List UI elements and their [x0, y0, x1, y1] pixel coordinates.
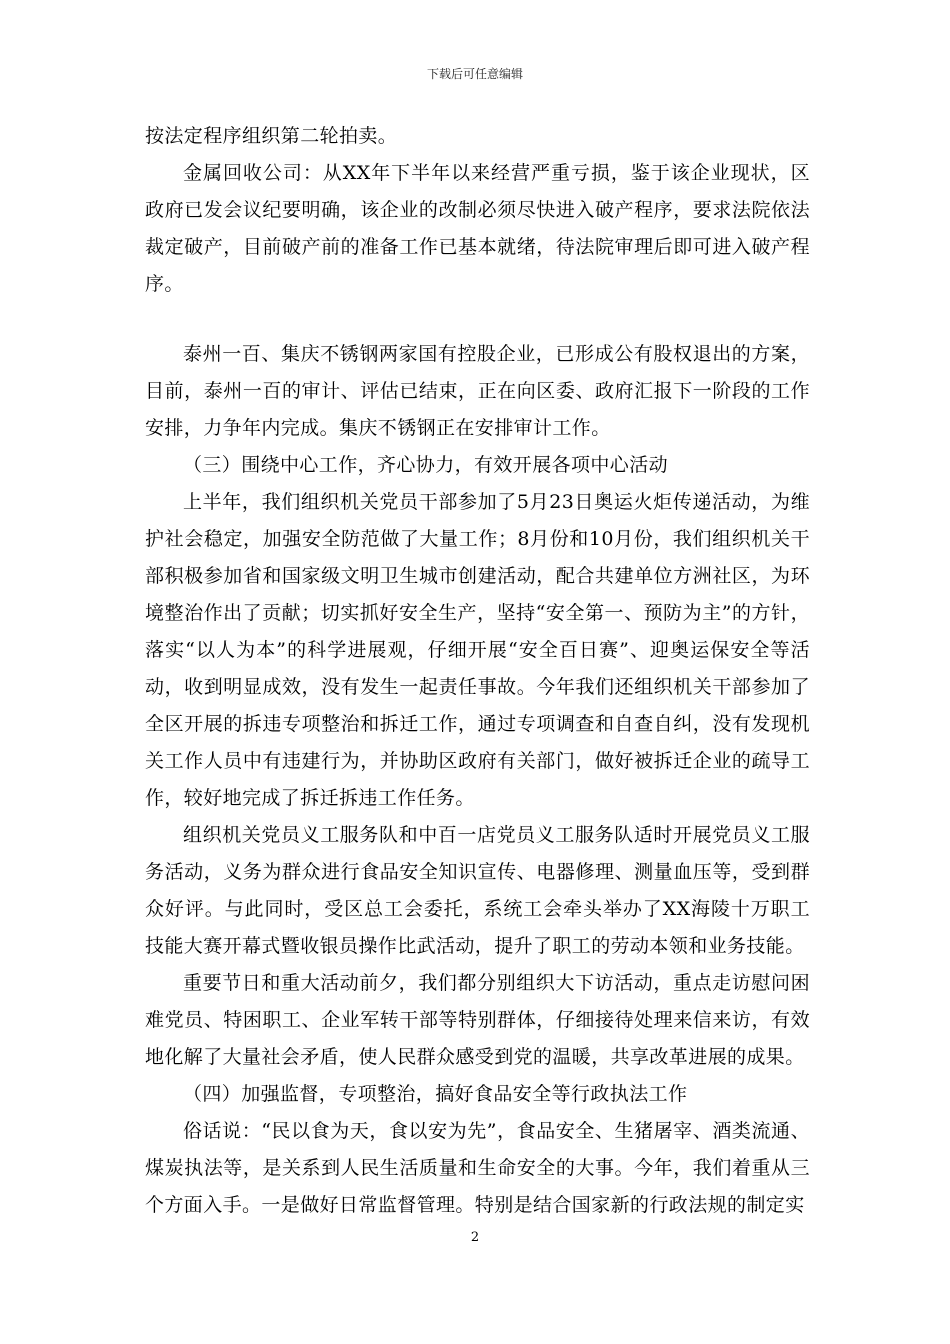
- page-header-note: 下载后可任意编辑: [426, 67, 523, 81]
- paragraph-holiday-visits: 重要节日和重大活动前夕，我们都分别组织大下访活动，重点走访慰问困难党员、特困职工、企业军转干部等特别群体，仔细接待处理来信来访，有效地化解了大量社会矛盾，使人民群众感受到党的温暖，共享改革进展的成果。: [145, 972, 810, 1068]
- paragraph-food-safety: 俗话说：“民以食为天，食以安为先”，食品安全、生猪屠宰、酒类流通、煤炭执法等，是关系到人民生活质量和生命安全的大事。今年，我们着重从三个方面入手。一是做好日常监督管理。特别是结合国家新的行政法规的制定实: [145, 1120, 810, 1216]
- paragraph-volunteer-service: 组织机关党员义工服务队和中百一店党员义工服务队适时开展党员义工服务活动，义务为群众进行食品安全知识宣传、电器修理、测量血压等，受到群众好评。与此同时，受区总工会委托，系统工会牵头举办了XX海陵十万职工技能大赛开幕式暨收银员操作比武活动，提升了职工的劳动本领和业务技能。: [145, 824, 810, 957]
- paragraph-auction: 按法定程序组织第二轮拍卖。: [145, 125, 398, 147]
- paragraph-metal-recycling: 金属回收公司：从XX年下半年以来经营严重亏损，鉴于该企业现状，区政府已发会议纪要明确，该企业的改制必须尽快进入破产程序，要求法院依法裁定破产，目前破产前的准备工作已基本就绪，待法院审理后即可进入破产程序。: [145, 162, 810, 295]
- paragraph-state-enterprises: 泰州一百、集庆不锈钢两家国有控股企业，已形成公有股权退出的方案，目前，泰州一百的审计、评估已结束，正在向区委、政府汇报下一阶段的工作安排，力争年内完成。集庆不锈钢正在安排审计工作。: [145, 343, 810, 439]
- page-number: 2: [470, 1230, 480, 1245]
- section-heading-three: （三）围绕中心工作，齐心协力，有效开展各项中心活动: [183, 454, 669, 476]
- paragraph-first-half-activities: 上半年，我们组织机关党员干部参加了5月23日奥运火炬传递活动，为维护社会稳定，加强安全防范做了大量工作；8月份和10月份，我们组织机关干部积极参加省和国家级文明卫生城市创建活动，配合共建单位方洲社区，为环境整治作出了贡献；切实抓好安全生产，坚持“安全第一、预防为主”的方针，落实“以人为本”的科学进展观，仔细开展“安全百日赛”、迎奥运保安全等活动，收到明显成效，没有发生一起责任事故。今年我们还组织机关干部参加了全区开展的拆违专项整治和拆迁工作，通过专项调查和自查自纠，没有发现机关工作人员中有违建行为，并协助区政府有关部门，做好被拆迁企业的疏导工作，较好地完成了拆迁拆违工作任务。: [145, 491, 810, 809]
- section-heading-four: （四）加强监督，专项整治，搞好食品安全等行政执法工作: [183, 1083, 688, 1105]
- document-body: [145, 118, 810, 1224]
